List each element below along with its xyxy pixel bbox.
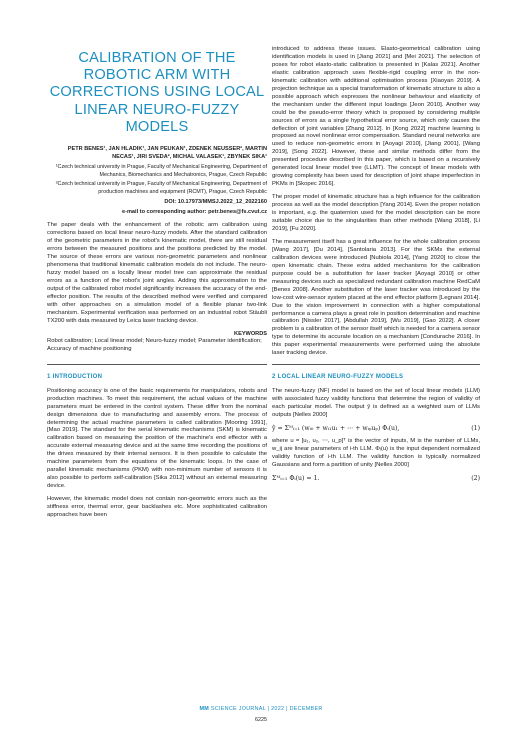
left-column (47, 50, 267, 525)
author-list: PETR BENES¹, JAN HLADIK¹, JAN PEUKAN¹, ZDENEK NEUSSER², MARTIN NECAS¹, JIRI SVEDA², MICHAL VALASEK¹, ZBYNEK SIKA¹ (67, 146, 267, 161)
journal-name: SCIENCE JOURNAL | 2022 | DECEMBER (210, 706, 323, 712)
equation-1 (272, 425, 480, 432)
equation-2-number: (2) (471, 474, 480, 482)
affiliation-1: ¹Czech technical university in Prague, Faculty of Mechanical Engineering, Department of Mechanics, Biomechanics and Mechatronics, Prague, Czech Republic (55, 164, 267, 178)
section-heading-introduction: 1 INTRODUCTION (47, 373, 103, 380)
nf-paragraph-1: The neuro-fuzzy (NF) model is based on the set of local linear models (LLM) with associated fuzzy validity functions that determine the region of validity of each particular model. The output ŷ is defined as a weighted sum of LLMs outputs [Nelles 2000] (272, 388, 480, 419)
paper-title: CALIBRATION OF THE ROBOTIC ARM WITH CORRECTIONS USING LOCAL LINEAR NEURO-FUZZY MODELS (49, 50, 265, 135)
section-heading-neuro-fuzzy: 2 LOCAL LINEAR NEURO-FUZZY MODELS (272, 374, 404, 381)
doi: DOI: 10.17973/MMSJ.2022_12_2022160 (164, 199, 267, 206)
intro-paragraph-1: Positioning accuracy is one of the basic requirements for manipulators, robots and production machines. To meet this requirement, the actual values of the machine parameters must be entered in the control system. These differ from the nominal design dimensions due to manufacturing and assembly errors. The process of determining the actual machine parameters is called calibration [Mooring 1991], [Mao 2019]. The standard for the serial kinematic mechanisms (SKM) is kinematic calibration based on measuring the position of the machine's end effector with a accurate external measuring device and at the same time recording the positions of the drives measured by their internal sensors. It is then possible to calculate the machine parameters from the equations of the kinematic loops. In the case of parallel kinematic mechanisms (PKM) with non-minimum number of sensors it is also possible to perform self-calibration [Sika 2012] without an external measuring device. (47, 387, 267, 490)
equation-1-body: ŷ = Σᴹᵢ₌₁ (wᵢ₀ + wᵢ₁u₁ + ⋯ + wᵢₚuₚ) Φᵢ(u), (272, 425, 400, 433)
equation-2 (272, 475, 480, 482)
journal-footer (0, 706, 522, 712)
section-divider (272, 364, 480, 365)
equation-2-body: Σᴹᵢ₌₁ Φᵢ(u) = 1. (272, 474, 320, 482)
keywords: Robot calibration; Local linear model; Neuro-fuzzy model; Parameter identification; Accuracy of machine positioning (47, 337, 262, 352)
right-column (272, 46, 480, 488)
intro-paragraph-2: However, the kinematic model does not contain non-geometric errors such as the stiffness error, thermal error, gear backlashes etc. More sophisticated calibration approaches have been (47, 496, 267, 519)
nf-paragraph-2: where u = [u₁, u₂, ⋯, u_p]ᵀ is the vector of inputs, M is the number of LLMs, w_ij are linear parameters of i-th LLM. Φᵢ(u) is the input dependent normalized validity function of i-th LLM. The validity function is typically normalized Gaussians and form a partition of unity [Nelles 2000] (272, 438, 480, 468)
intro-paragraph-3: introduced to address these issues. Elasto-geometrical calibration using identification models is used in [Jiang 2021] and [Mei 2021]. The selection of poses for robot elasto-static calibration is presented in [Kalas 2021]. Another elastic calibration approach uses flexible-rigid coupling error in the non-kinematic calibration with additional optimisation process [Xiaoyan 2019]. A projection technique as a special transformation of kinematic structure is also a possible approach which expresses the nonlinear behaviour and elasticity of the mechanism under the different input loadings [Jeon 2010]. Another way could be the pseudo-error theory which is proposed by considering multiple sources of errors as a single hypothetical error source, which only causes the deflection of joint variables [Zhang 2012]. In [Kong 2022] machine learning is proposed as novel nonlinear error compensation. Standard neural networks are used to reduce non-geometric errors in [Aoyagi 2010], [Jiang 2001], [Wang 2019], [Song 2022]. However, these and similar methods differ from the presented procedure described in this paper, which is based on a recursively generated local linear model tree (LLMT). The concept of linear models with growing complexity has been used for description of joint shape imperfection in PKMs in [Skopec 2016]. (272, 46, 480, 188)
keywords-heading: KEYWORDS (234, 330, 267, 337)
page-number: 6225 (255, 717, 267, 723)
affiliation-2: ²Czech technical university in Prague, Faculty of Mechanical Engineering, Department of production machines and equipment (RCMT), Prague, Czech Republic (55, 181, 267, 195)
intro-paragraph-5: The measurement itself has a great influence for the whole calibration process [Wang 2017], [Du 2014], [Santolaria 2013]. For the SKMs the external calibration devices were introduced [Nubiola 2014], [Yang 2020] to close the open kinematic chain. These extra added mechanisms for the calibration purpose could be a substitution for laser tracker [Aoyagi 2010] or other measuring devices such as specialized redundant calibration machine RedCaM [Benes 2008]. Another substitution of the laser tracker was introduced by the low-cost wire-sensor system placed at the end effector platform [Legnani 2014]. Due to the vision improvement in connection with a higher computational performance a camera plays a great role in position determination and machine calibration [Nissler 2017], [Abdullah 2019], [Wu 2019], [Gao 2022]. A closer problem is a calibration of the sensor itself which is needed for a camera sensor type to determine its accurate location on a mechanism [Condurache 2016]. In this paper experimental measurements were performed using the absolute laser tracking device. (272, 238, 480, 357)
corresponding-email: e-mail to corresponding author: petr.benes@fs.cvut.cz (121, 209, 267, 216)
section-divider (47, 364, 267, 365)
equation-1-number: (1) (471, 425, 480, 433)
intro-paragraph-4: The proper model of kinematic structure has a high influence for the calibration process as well as the model description [Yang 2014]. Even the proper notation is important, e.g. the quaternion used for the model description can be more suitable choice due to the singularities than other methods [Wang 2018], [Li 2019], [Fu 2020]. (272, 194, 480, 232)
journal-mm: MM (199, 706, 210, 712)
abstract: The paper deals with the enhancement of the robotic arm calibration using corrections based on local linear neuro-fuzzy models. After the standard calibration of the geometric parameters in the robot's kinematic model, there are still residual errors between the measured positions and the positions predicted by the model. The source of these errors are various non-geometric parameters and nonlinear phenomena that traditional kinematic calibration models do not include. The neuro-fuzzy model based on a locally linear model tree can approximate the residual errors as a function of the robot's joint angles. Adding this approximation to the output of the calibrated robot model significantly increases the accuracy of the end-effector position. The results of the described method were verified and compared with other approaches on a simulation model of a flexible planar two-link mechanism. Experimental verification was performed on an industrial robot Stäubli TX200 with data measured by Leica laser tracking device. (47, 222, 267, 324)
